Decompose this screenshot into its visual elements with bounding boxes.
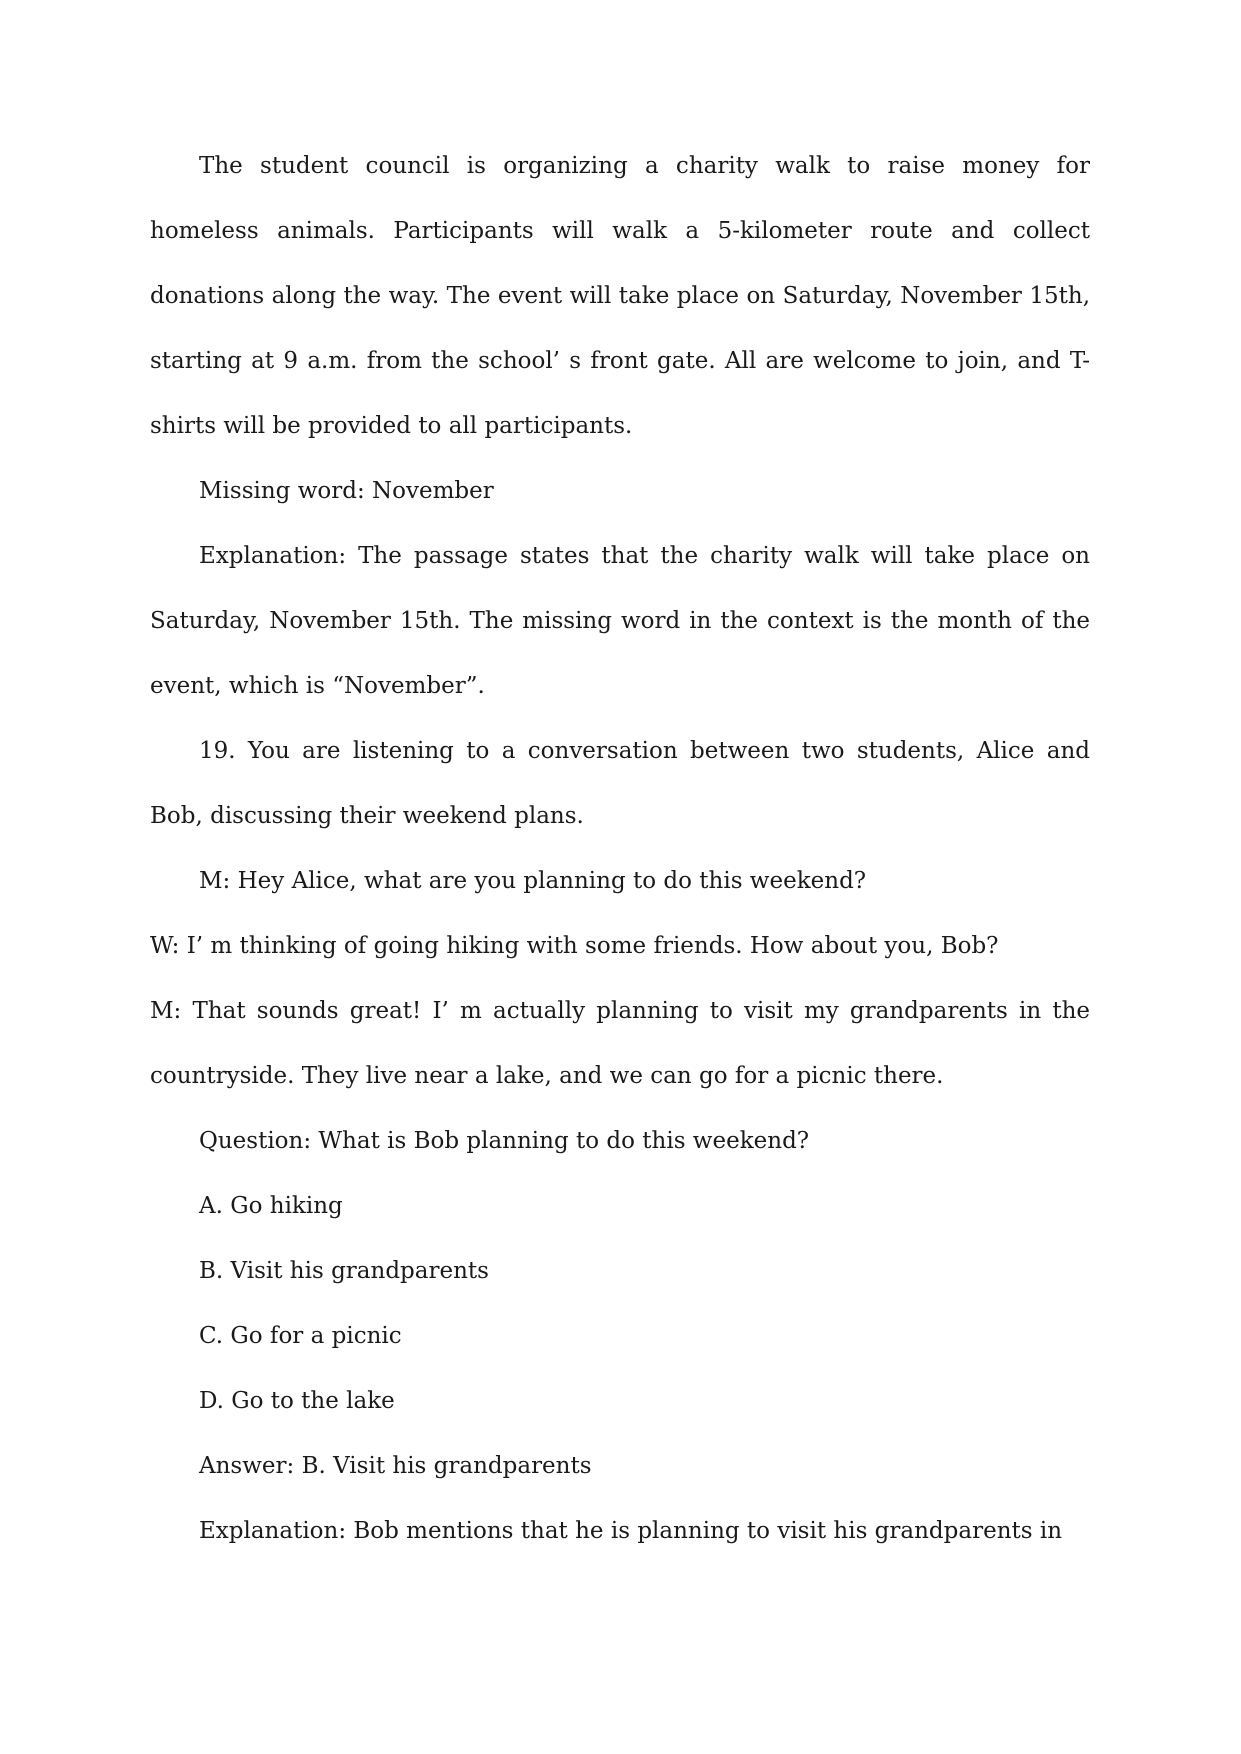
option-a: A. Go hiking [199,1193,343,1219]
document-body [150,134,1090,1564]
option-b: B. Visit his grandparents [199,1258,489,1284]
dialogue-line-1: M: Hey Alice, what are you planning to do this weekend? [199,868,867,894]
dialogue-line-2: W: I’ m thinking of going hiking with some friends. How about you, Bob? [150,933,999,959]
option-d: D. Go to the lake [199,1388,395,1414]
dialogue-line-3: M: That sounds great! I’ m actually planning to visit my grandparents in the countryside. They live near a lake, and we can go for a picnic there. [150,998,1090,1089]
question-19-prompt: 19. You are listening to a conversation between two students, Alice and Bob, discussing their weekend plans. [150,738,1090,829]
passage-paragraph: The student council is organizing a charity walk to raise money for homeless animals. Participants will walk a 5-kilometer route and collect donations along the way. The event will take place on Saturday, November 15th, starting at 9 a.m. from the school’ s front gate. All are welcome to join, and T-shirts will be provided to all participants. [150,153,1090,439]
question-text: Question: What is Bob planning to do this weekend? [199,1128,810,1154]
passage-explanation: Explanation: The passage states that the charity walk will take place on Saturday, November 15th. The missing word in the context is the month of the event, which is “November”. [150,543,1090,699]
missing-word-line: Missing word: November [199,478,494,504]
option-c: C. Go for a picnic [199,1323,402,1349]
question-explanation: Explanation: Bob mentions that he is planning to visit his grandparents in [199,1518,1063,1544]
answer-line: Answer: B. Visit his grandparents [199,1453,592,1479]
